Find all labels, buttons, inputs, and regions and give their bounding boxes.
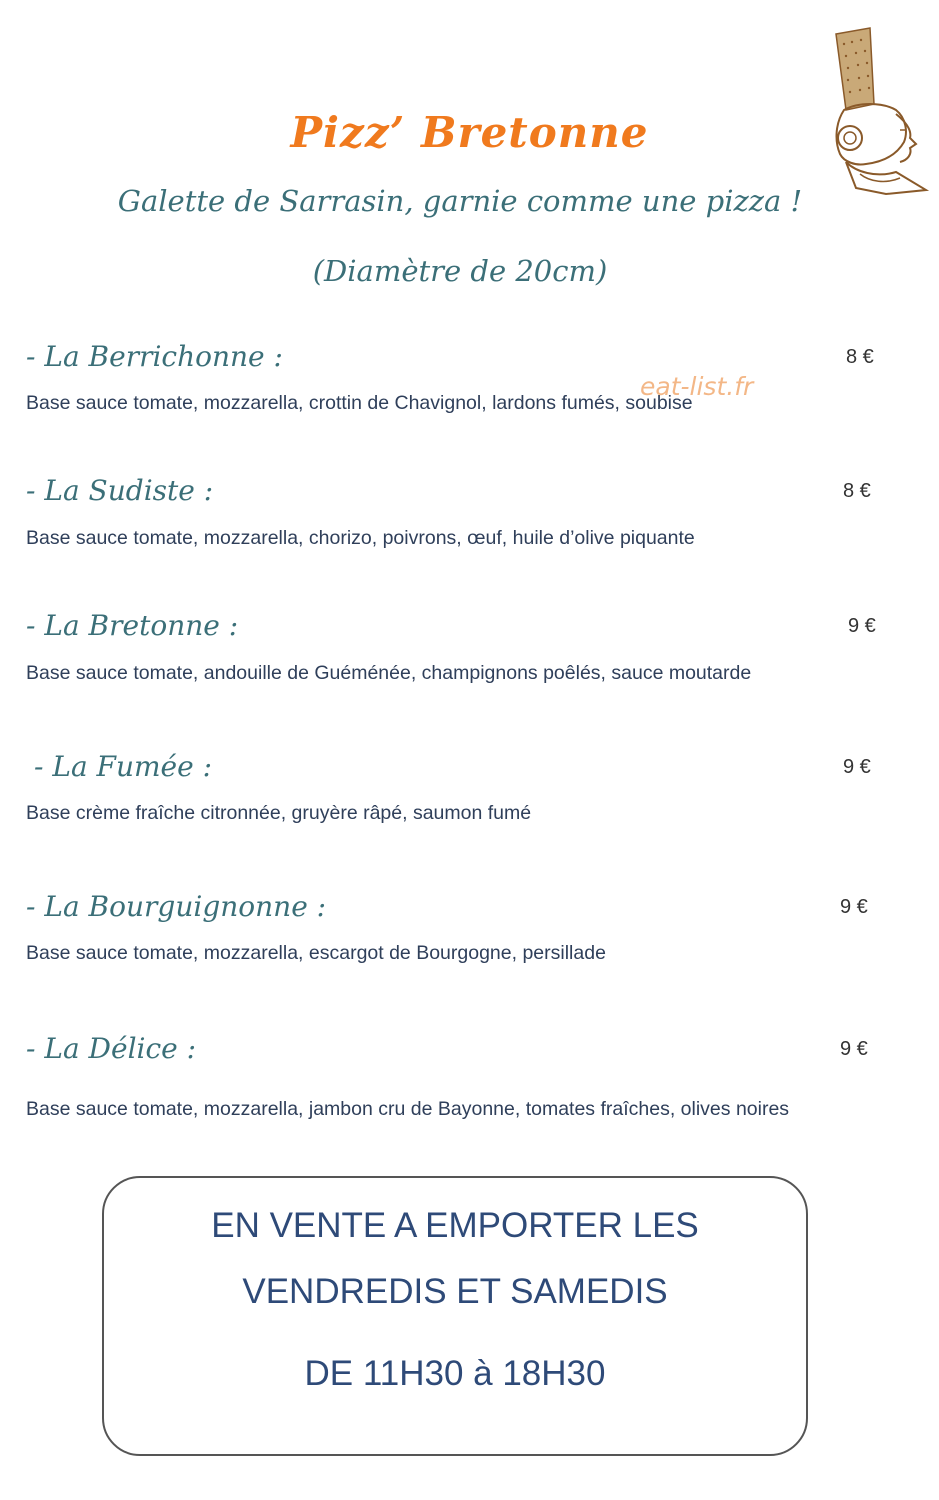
item-name: - La Berrichonne : (26, 340, 283, 373)
takeaway-notice-box (102, 1176, 808, 1456)
menu-title: Pizz’ Bretonne (290, 108, 649, 157)
item-name: - La Bretonne : (26, 609, 239, 642)
menu-item (0, 474, 939, 564)
item-description: Base sauce tomate, mozzarella, crottin de Chavignol, lardons fumés, soubise (26, 392, 693, 414)
watermark-text: eat-list.fr (640, 372, 754, 401)
item-price: 9 € (840, 1038, 868, 1060)
notice-line: EN VENTE A EMPORTER LES (211, 1206, 699, 1245)
item-price: 8 € (843, 480, 871, 502)
item-name: - La Fumée : (34, 750, 213, 783)
menu-item (0, 1032, 939, 1122)
item-description: Base sauce tomate, mozzarella, chorizo, poivrons, œuf, huile d’olive piquante (26, 527, 695, 549)
notice-line: VENDREDIS ET SAMEDIS (242, 1272, 668, 1311)
item-description: Base sauce tomate, andouille de Guéménée, champignons poêlés, sauce moutarde (26, 662, 752, 684)
item-name: - La Bourguignonne : (26, 890, 327, 923)
size-note: (Diamètre de 20cm) (312, 254, 608, 288)
menu-item (0, 750, 939, 840)
item-price: 9 € (848, 615, 876, 637)
item-name: - La Délice : (26, 1032, 197, 1065)
menu-subtitle: Galette de Sarrasin, garnie comme une pizza ! (117, 184, 803, 218)
menu-item (0, 890, 939, 980)
item-price: 9 € (843, 756, 871, 778)
item-description: Base sauce tomate, mozzarella, escargot de Bourgogne, persillade (26, 942, 606, 964)
item-description: Base crème fraîche citronnée, gruyère râpé, saumon fumé (26, 802, 532, 824)
item-price: 8 € (846, 346, 874, 368)
item-price: 9 € (840, 896, 868, 918)
breton-woman-illustration (826, 22, 930, 200)
notice-hours: DE 11H30 à 18H30 (304, 1354, 606, 1393)
item-description: Base sauce tomate, mozzarella, jambon cru de Bayonne, tomates fraîches, olives noires (26, 1098, 790, 1120)
item-name: - La Sudiste : (26, 474, 214, 507)
menu-item (0, 340, 939, 430)
menu-item (0, 609, 939, 699)
